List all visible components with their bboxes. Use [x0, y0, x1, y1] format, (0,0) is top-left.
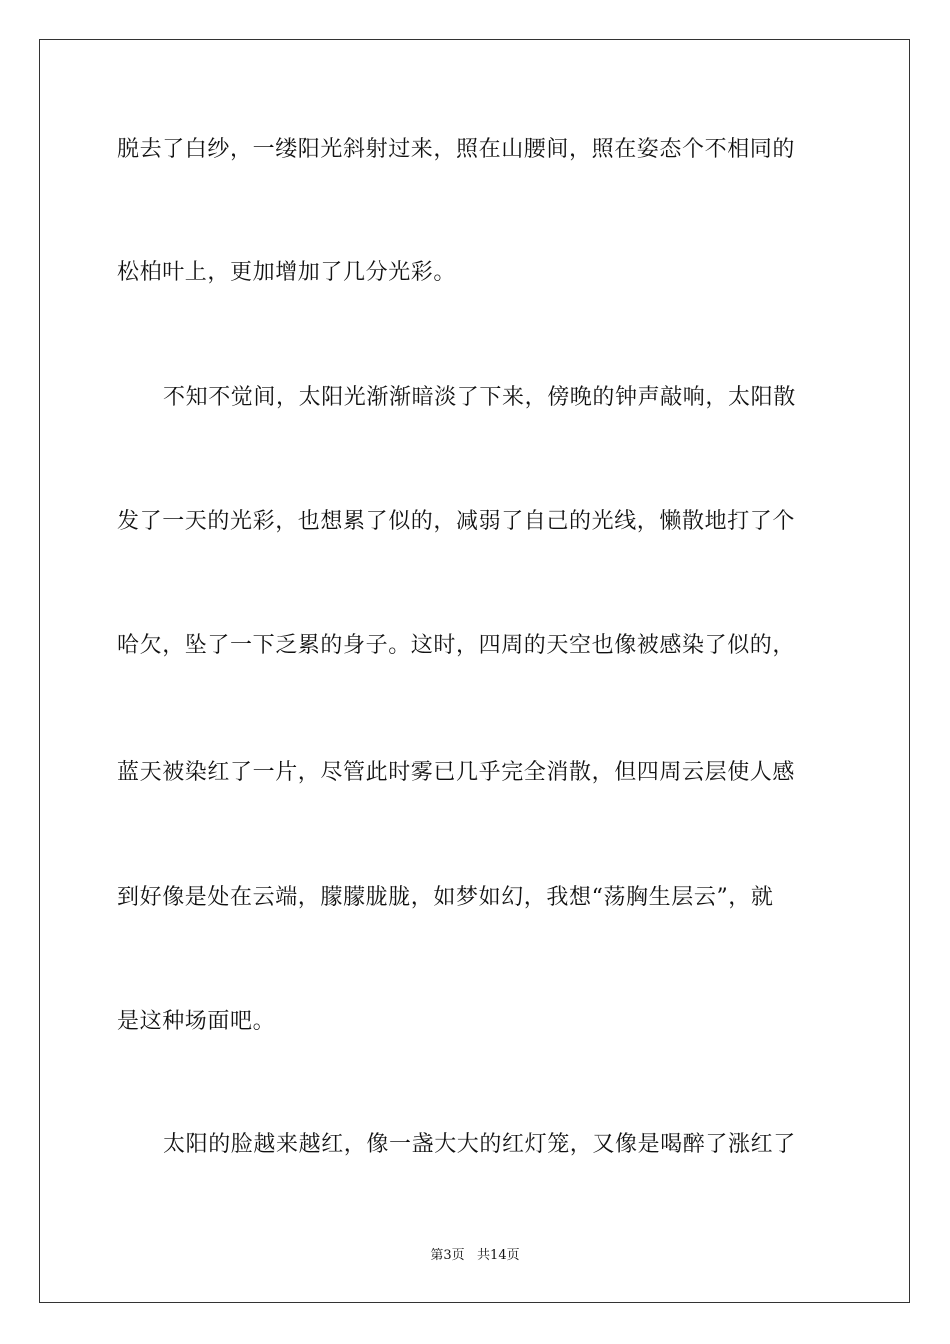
page-border	[39, 39, 910, 1303]
text-line: 蓝天被染红了一片，尽管此时雾已几乎完全消散，但四周云层使人感	[117, 760, 796, 785]
paragraph-first-line: 太阳的脸越来越红，像一盏大大的红灯笼，又像是喝醉了涨红了	[163, 1132, 796, 1157]
text-line: 脱去了白纱，一缕阳光斜射过来，照在山腰间，照在姿态个不相同的	[117, 137, 796, 162]
text-line: 发了一天的光彩，也想累了似的，减弱了自己的光线，懒散地打了个	[117, 509, 796, 534]
text-line: 是这种场面吧。	[117, 1009, 276, 1034]
text-line: 哈欠，坠了一下乏累的身子。这时，四周的天空也像被感染了似的，	[117, 633, 796, 658]
paragraph-first-line: 不知不觉间，太阳光渐渐暗淡了下来，傍晚的钟声敲响，太阳散	[163, 385, 796, 410]
text-line: 到好像是处在云端，朦朦胧胧，如梦如幻，我想“荡胸生层云”，就	[117, 885, 774, 910]
text-line: 松柏叶上，更加增加了几分光彩。	[117, 260, 457, 285]
page-number-footer: 第3页 共14页	[430, 1248, 520, 1263]
